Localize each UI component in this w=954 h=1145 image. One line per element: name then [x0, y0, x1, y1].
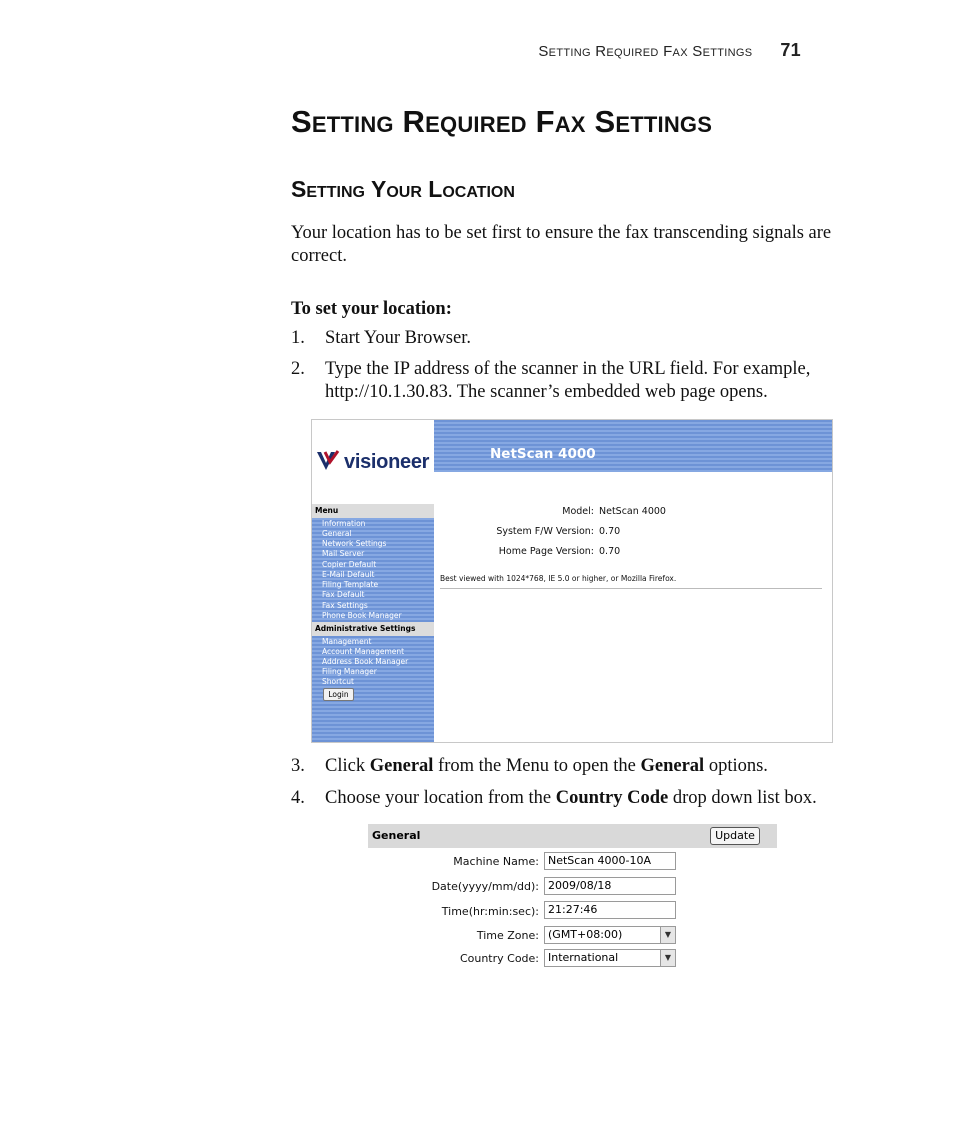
step-text-part: Choose your location from the: [325, 788, 556, 808]
step-text: [325, 755, 836, 778]
menu-item-address-book-manager[interactable]: Address Book Manager: [322, 657, 409, 666]
step-text: [325, 787, 836, 810]
page-number: 71: [780, 40, 801, 60]
date-input[interactable]: 2009/08/18: [544, 877, 676, 895]
step-3: [291, 755, 836, 778]
time-label: Time(hr:min:sec):: [441, 905, 539, 918]
country-code-label: Country Code:: [459, 952, 539, 965]
machine-name-input[interactable]: NetScan 4000-10A: [544, 852, 676, 870]
section-title: Setting Your Location: [291, 176, 515, 202]
info-value: 0.70: [599, 526, 621, 537]
menu-item-mail-server[interactable]: Mail Server: [322, 549, 365, 558]
step-text-part: from the Menu to open the: [433, 756, 641, 776]
chevron-down-icon[interactable]: ▼: [660, 927, 675, 943]
country-code-select[interactable]: [544, 949, 676, 967]
step-number: 1.: [291, 328, 305, 348]
info-label: Model:: [562, 506, 594, 517]
menu-item-management[interactable]: Management: [322, 637, 372, 646]
login-button[interactable]: Login: [323, 688, 354, 701]
date-label: Date(yyyy/mm/dd):: [431, 880, 539, 893]
country-code-value: International: [548, 951, 619, 964]
step-2: [291, 358, 836, 404]
info-value: 0.70: [599, 546, 621, 557]
running-header-title: Setting Required Fax Settings: [538, 43, 753, 60]
step-text-part: options.: [704, 756, 768, 776]
info-value: NetScan 4000: [599, 506, 666, 517]
menu-item-phone-book-manager[interactable]: Phone Book Manager: [322, 611, 402, 620]
procedure-heading: To set your location:: [291, 299, 452, 319]
menu-heading: Menu: [312, 504, 434, 518]
step-bold-term: General: [369, 756, 434, 776]
chevron-down-icon[interactable]: ▼: [660, 950, 675, 966]
menu-item-network-settings[interactable]: Network Settings: [322, 539, 387, 548]
step-number: 4.: [291, 788, 305, 808]
general-form-screenshot: [368, 824, 777, 974]
best-viewed-note: Best viewed with 1024*768, IE 5.0 or higher, or Mozilla Firefox.: [440, 574, 677, 583]
info-label: System F/W Version:: [496, 526, 594, 537]
step-text-part: drop down list box.: [668, 788, 817, 808]
general-form-heading: General: [372, 829, 421, 842]
step-1: [291, 327, 836, 350]
step-text: Start Your Browser.: [325, 328, 471, 348]
divider: [440, 588, 822, 589]
step-4: [291, 787, 836, 810]
menu-item-filing-template[interactable]: Filing Template: [322, 580, 379, 589]
menu-item-email-default[interactable]: E-Mail Default: [322, 570, 375, 579]
intro-paragraph: Your location has to be set first to ensure the fax transcending signals are correct.: [291, 223, 832, 266]
menu-item-filing-manager[interactable]: Filing Manager: [322, 667, 377, 676]
step-bold-term: General: [640, 756, 705, 776]
menu-item-shortcut[interactable]: Shortcut: [322, 677, 354, 686]
menu-item-fax-default[interactable]: Fax Default: [322, 590, 365, 599]
info-label: Home Page Version:: [498, 546, 594, 557]
banner-title: NetScan 4000: [490, 446, 596, 462]
page-title: Setting Required Fax Settings: [291, 104, 713, 139]
step-number: 2.: [291, 359, 305, 379]
menu-item-general[interactable]: General: [322, 529, 352, 538]
step-bold-term: Country Code: [555, 788, 669, 808]
admin-heading: Administrative Settings: [312, 622, 434, 636]
menu-item-information[interactable]: Information: [322, 519, 366, 528]
logo-text: visioneer: [344, 451, 430, 473]
step-number: 3.: [291, 756, 305, 776]
menu-item-copier-default[interactable]: Copier Default: [322, 560, 377, 569]
time-zone-label: Time Zone:: [476, 929, 539, 942]
step-text: Type the IP address of the scanner in the URL field. For example, http://10.1.30.83. The scanner’s embedded web page opens.: [325, 359, 811, 402]
update-button[interactable]: Update: [710, 827, 760, 845]
time-zone-select[interactable]: [544, 926, 676, 944]
machine-name-label: Machine Name:: [453, 855, 539, 868]
menu-item-fax-settings[interactable]: Fax Settings: [322, 601, 368, 610]
visioneer-logo-icon: [316, 450, 344, 472]
step-text-part: Click: [325, 756, 370, 776]
menu-item-account-management[interactable]: Account Management: [322, 647, 405, 656]
running-header: [538, 40, 801, 61]
time-input[interactable]: 21:27:46: [544, 901, 676, 919]
time-zone-value: (GMT+08:00): [548, 928, 623, 941]
embedded-web-page-screenshot: [311, 419, 833, 743]
